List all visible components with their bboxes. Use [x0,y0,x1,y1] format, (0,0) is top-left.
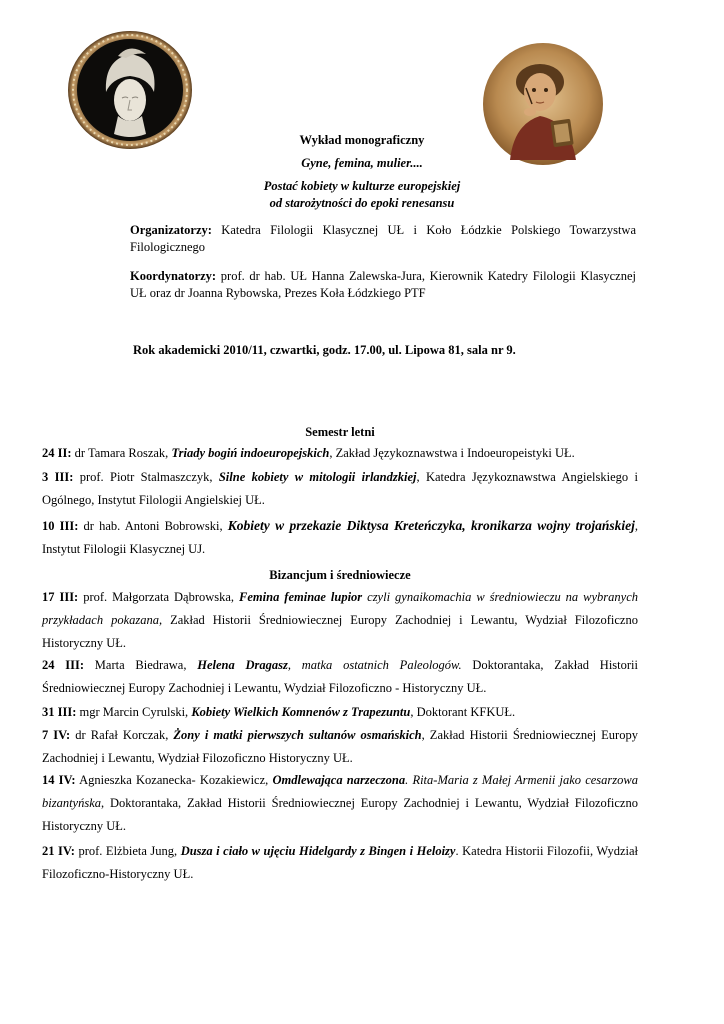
lecture-speaker: Marta Biedrawa, [84,658,198,672]
organizers-label: Organizatorzy: [130,223,212,237]
lecture-date: 21 IV: [42,844,75,858]
lecture-title: Żony i matki pierwszych sultanów osmańskich [173,728,422,742]
lecture-series-title: Wykład monograficzny [299,133,425,147]
coordinators-label: Koordynatorzy: [130,269,217,283]
lecture-title: Kobiety w przekazie Diktysa Kreteńczyka, kronikarza wojny trojańskiej [227,518,635,533]
lecture-item [42,840,638,886]
lecture-item [42,586,638,655]
lecture-title: Helena Dragasz [197,658,288,672]
lecture-affiliation: . Katedra Historii Filozofii, Wydział Filozoficzno-Historyczny UŁ. [42,844,639,881]
lecture-date: 10 III: [42,519,79,533]
coordinators-text: prof. dr hab. UŁ Hanna Zalewska-Jura, Kierownik Katedry Filologii Klasycznej UŁ oraz dr Joanna Rybowska, Prezes Koła Łódzkiego PTF [130,269,636,300]
lecture-speaker: prof. Elżbieta Jung, [74,844,181,858]
topic-line-1: Postać kobiety w kulturze europejskiej [263,179,461,193]
lecture-date: 3 III: [42,470,74,484]
lecture-item [42,724,638,770]
lecture-affiliation: Doktorantaka, Zakład Historii Średniowiecznej Europy Zachodniej i Lewantu, Wydział Filozoficzno - Historyczny UŁ. [42,658,638,695]
lecture-item [42,654,638,700]
lecture-speaker: prof. Piotr Stalmaszczyk, [73,470,219,484]
lecture-title: Dusza i ciało w ujęciu Hidelgardy z Bingen i Heloizy [180,844,456,858]
schedule-line: Rok akademicki 2010/11, czwartki, godz. 17.00, ul. Lipowa 81, sala nr 9. [133,343,516,357]
lecture-title: Femina feminae lupior [239,590,363,604]
lecture-affiliation: , Zakład Językoznawstwa i Indoeuropeistyki UŁ. [329,446,575,460]
lecture-speaker: dr Tamara Roszak, [71,446,172,460]
lecture-speaker: Agnieszka Kozanecka- Kozakiewicz, [75,773,273,787]
lecture-title: Kobiety Wielkich Komnenów z Trapezuntu [191,705,411,719]
lecture-affiliation: , Instytut Filologii Klasycznej UJ. [42,519,638,556]
lecture-item [42,769,638,838]
lecture-date: 31 III: [42,705,77,719]
lecture-speaker: dr Rafał Korczak, [70,728,174,742]
lecture-date: 7 IV: [42,728,71,742]
lecture-title: Omdlewająca narzeczona [272,773,406,787]
lecture-date: 24 III: [42,658,85,672]
topic-line-2: od starożytności do epoki renesansu [269,196,455,210]
lecture-subtitle: . Rita-Maria z Małej Armenii jako cesarzowa bizantyńska [42,773,638,810]
lecture-speaker: prof. Małgorzata Dąbrowska, [78,590,240,604]
lecture-item [42,701,638,724]
section-title-semestr-letni: Semestr letni [305,425,375,439]
lecture-title: Silne kobiety w mitologii irlandzkiej [218,470,417,484]
lecture-item [42,442,638,465]
lecture-title: Triady bogiń indoeuropejskich [171,446,330,460]
lecture-item [42,466,638,512]
lecture-affiliation: , Doktorantaka, Zakład Historii Średniowiecznej Europy Zachodniej i Lewantu, Wydział Filozoficzno Historyczny UŁ. [42,796,638,833]
lecture-date: 24 II: [42,446,72,460]
lecture-date: 14 IV: [42,773,76,787]
organizers-text: Katedra Filologii Klasycznej UŁ i Koło Łódzkie Polskiego Towarzystwa Filologicznego [130,223,636,254]
organizers-paragraph [130,222,636,256]
coordinators-paragraph [130,268,636,302]
lecture-subtitle: czyli gynaikomachia w średniowieczu na wybranych przykładach pokazana, [42,590,638,627]
lecture-affiliation: , Zakład Historii Średniowiecznej Europy Zachodniej i Lewantu, Wydział Filozoficzno Historyczny UŁ. [42,728,638,765]
lecture-item [42,514,638,561]
lecture-date: 17 III: [42,590,79,604]
section-title-bizancjum: Bizancjum i średniowiecze [269,568,411,582]
lecture-affiliation: Zakład Historii Średniowiecznej Europy Zachodniej i Lewantu, Wydział Filozoficzno Historyczny UŁ. [42,613,638,650]
lecture-affiliation: , Doktorant KFKUŁ. [410,705,516,719]
lecture-speaker: mgr Marcin Cyrulski, [76,705,192,719]
lecture-affiliation: , Katedra Językoznawstwa Angielskiego i Ogólnego, Instytut Filologii Angielskiej UŁ. [42,470,638,507]
lecture-subtitle: , matka ostatnich Paleologów. [287,658,462,672]
lecture-series-subtitle: Gyne, femina, mulier.... [301,156,423,170]
lecture-speaker: dr hab. Antoni Bobrowski, [78,519,228,533]
